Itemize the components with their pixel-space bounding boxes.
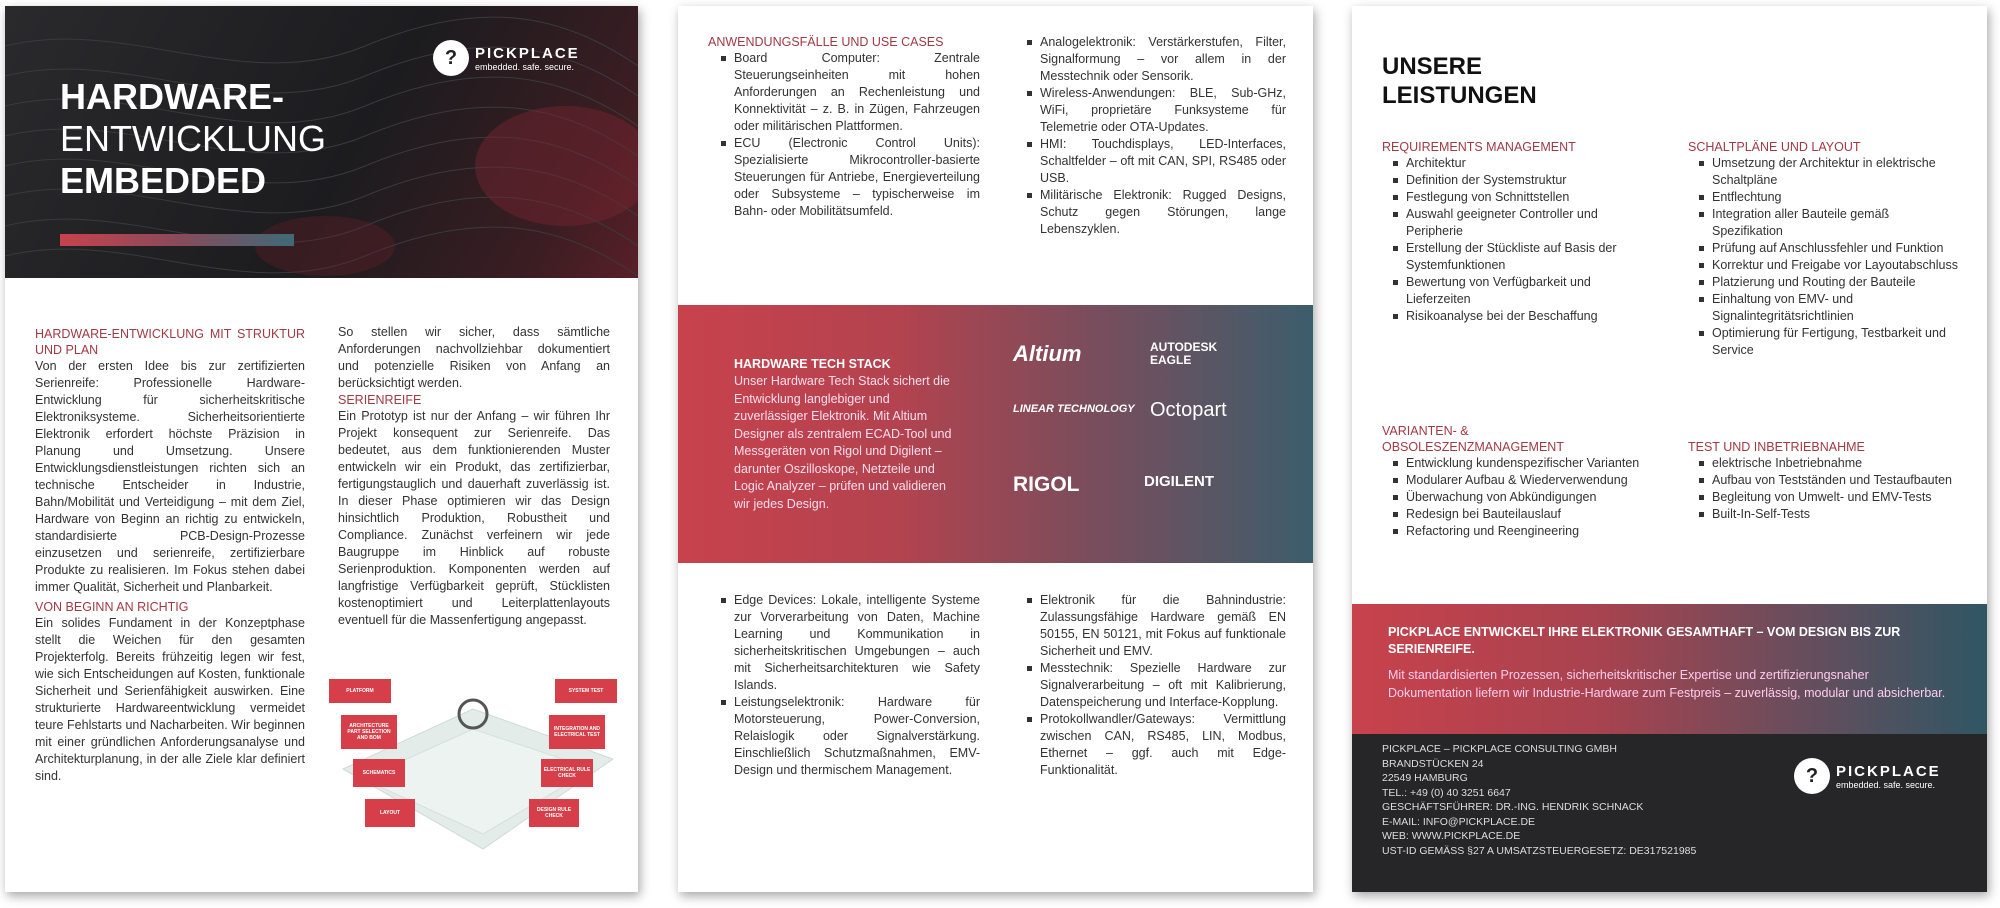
list-item: Festlegung von Schnittstellen xyxy=(1390,189,1652,206)
list-item: Definition der Systemstruktur xyxy=(1390,172,1652,189)
diagram-box: PLATFORM xyxy=(329,679,391,703)
logo-tagline: embedded. safe. secure. xyxy=(1836,779,1936,790)
page1-column-1 xyxy=(35,326,305,785)
cta-text: Mit standardisierten Prozessen, sicherheitskritischer Expertise und zertifizierungsnaher Dokumentation liefern wir Industrie-Hardware zum Festpreis – zuverlässig, modular und absicherbar. xyxy=(1388,668,1946,700)
footer-line: BRANDSTÜCKEN 24 xyxy=(1382,757,1484,770)
diagram-box: DESIGN RULE CHECK xyxy=(529,799,579,827)
v-model-diagram xyxy=(323,669,623,857)
list-item: Modularer Aufbau & Wiederverwendung xyxy=(1390,472,1652,489)
diagram-box: LAYOUT xyxy=(365,799,415,827)
list-item: Auswahl geeigneter Controller und Peripherie xyxy=(1390,206,1652,240)
tech-stack-band xyxy=(678,305,1313,563)
list-item: Überwachung von Abkündigungen xyxy=(1390,489,1652,506)
list-item: Redesign bei Bauteilauslauf xyxy=(1390,506,1652,523)
title-line-3: EMBEDDED xyxy=(60,160,267,201)
footer-line: GESCHÄFTSFÜHRER: DR.-ING. HENDRIK SCHNACK xyxy=(1382,801,1644,813)
cta-banner xyxy=(1352,604,1987,734)
brochure-page-2 xyxy=(678,6,1313,892)
list-item: Optimierung für Fertigung, Testbarkeit und Service xyxy=(1696,325,1963,359)
diagram-box: ARCHITECTURE PART SELECTION AND BOM xyxy=(341,715,397,749)
list-item: Leistungselektronik: Hardware für Motorsteuerung, Power-Conversion, Relaislogik oder Signalverstärkung. Einschließlich Schutzmaßnahmen, EMV-Design und thermischem Management. xyxy=(718,694,980,779)
list-item: Built-In-Self-Tests xyxy=(1696,506,1963,523)
list-item: Wireless-Anwendungen: BLE, Sub-GHz, WiFi, proprietäre Funksysteme für Telemetrie oder OTA-Updates. xyxy=(1024,85,1286,136)
test-list xyxy=(1696,455,1963,523)
list-item: Refactoring und Reengineering xyxy=(1390,523,1652,540)
pickplace-logo xyxy=(433,40,580,76)
list-item: Einhaltung von EMV- und Signalintegritätsrichtlinien xyxy=(1696,291,1963,325)
use-case-list-3 xyxy=(718,592,980,779)
rigol-logo: RIGOL xyxy=(1013,473,1080,496)
octopart-logo: Octopart xyxy=(1150,399,1227,421)
altium-logo: Altium xyxy=(1013,341,1082,366)
diagram-box: SCHEMATICS xyxy=(353,759,405,787)
list-item: Analogelektronik: Verstärkerstufen, Filter, Signalformung – vor allem in der Messtechnik oder Sensorik. xyxy=(1024,34,1286,85)
tech-stack-text: Unser Hardware Tech Stack sichert die Entwicklung langlebiger und zuverlässiger Elektronik. Mit Altium Designer als zentralem ECAD-Tool und Messgeräten von Rigol und Digilent – darunter Oszilloskope, Netzteile und Logic Analyzer – prüfen und validieren wir jedes Design. xyxy=(734,374,952,511)
list-item: Bewertung von Verfügbarkeit und Lieferzeiten xyxy=(1390,274,1652,308)
section-heading: REQUIREMENTS MANAGEMENT xyxy=(1382,140,1576,154)
title-line-2: LEISTUNGEN xyxy=(1382,82,1537,109)
paragraph: Von der ersten Idee bis zur zertifizierten Serienreife: Professionelle Hardware-Entwicklung für sicherheitskritische Elektroniksysteme. Sicherheitsorientierte Elektronik erfordert höchste Präzision in Planung und Umsetzung. Unsere Entwicklungsdienstleistungen richten sich an technische Entscheider in Industrie, Bahn/Mobilität und Verteidigung – mit dem Ziel, Hardware von Beginn an richtig zu entwickeln, standardisierte PCB-Design-Prozesse einzusetzen und serienreife, zertifizierbare Produkte zu realisieren. Im Fokus stehen dabei immer Qualität, Sicherheit und Planbarkeit. xyxy=(35,359,305,594)
footer-line: 22549 HAMBURG xyxy=(1382,772,1468,784)
section-heading: ANWENDUNGSFÄLLE UND USE CASES xyxy=(708,35,944,49)
brochure-page-3 xyxy=(1352,6,1987,892)
schematics-list xyxy=(1696,155,1963,359)
list-item: Elektronik für die Bahnindustrie: Zulassungsfähige Hardware gemäß EN 50155, EN 50121, mit Fokus auf funktionale Sicherheit und EMV. xyxy=(1024,592,1286,660)
pickplace-logo-icon: ? xyxy=(433,40,469,76)
section-heading: TEST UND INBETRIEBNAHME xyxy=(1688,440,1865,454)
section-heading: SERIENREIFE xyxy=(338,393,422,407)
cta-heading: PICKPLACE ENTWICKELT IHRE ELEKTRONIK GESAMTHAFT – VOM DESIGN BIS ZUR SERIENREIFE. xyxy=(1388,625,1901,656)
list-item: Korrektur und Freigabe vor Layoutabschluss xyxy=(1696,257,1963,274)
footer-line: WEB: WWW.PICKPLACE.DE xyxy=(1382,830,1521,842)
paragraph: Ein Prototyp ist nur der Anfang – wir führen Ihr Projekt konsequent zur Serienreife. Das bedeutet, aus dem funktionierenden Muster entwickeln wir ein Produkt, das zertifizierbar, fertigungstauglich und dauerhaft zuverlässig ist. In dieser Phase optimieren wir das Design hinsichtlich Produktion, Robustheit und Compliance. Zunächst verfeinern wir jede Baugruppe im Hinblick auf robuste Serienproduktion. Komponenten werden auf langfristige Verfügbarkeit geprüft, Stücklisten kostenoptimiert und Leiterplattenlayouts eventuell für die Massenfertigung angepasst. xyxy=(338,409,610,627)
list-item: ECU (Electronic Control Units): Spezialisierte Mikrocontroller-basierte Steuerungen für Antriebe, Energieverteilung oder Subsysteme – typischerweise im Bahn- oder Mobilitätsumfeld. xyxy=(718,135,980,220)
section-heading: VON BEGINN AN RICHTIG xyxy=(35,600,189,614)
page1-column-2 xyxy=(338,324,610,629)
list-item: Board Computer: Zentrale Steuerungseinheiten mit hohen Anforderungen an Rechenleistung und Konnektivität – z. B. in Zügen, Fahrzeugen oder militärischen Plattformen. xyxy=(718,50,980,135)
hero-banner xyxy=(5,6,638,278)
requirements-section xyxy=(1382,139,1652,325)
page-title xyxy=(1382,52,1537,110)
section-heading: VARIANTEN- & OBSOLESZENZMANAGEMENT xyxy=(1382,424,1564,454)
list-item: Platzierung und Routing der Bauteile xyxy=(1696,274,1963,291)
diagram-box: INTEGRATION AND ELECTRICAL TEST xyxy=(549,715,605,749)
footer-line: UST-ID GEMÄSS §27 A UMSATZSTEUERGESETZ: DE317521985 xyxy=(1382,844,1697,857)
list-item: Protokollwandler/Gateways: Vermittlung zwischen CAN, RS485, LIN, Modbus, Ethernet – ggf. auch mit Edge-Funktionalität. xyxy=(1024,711,1286,779)
list-item: Messtechnik: Spezielle Hardware zur Signalverarbeitung – oft mit Kalibrierung, Datenspeicherung und Interface-Kopplung. xyxy=(1024,660,1286,711)
tech-stack-heading: HARDWARE TECH STACK xyxy=(734,357,891,371)
footer-line: PICKPLACE – PICKPLACE CONSULTING GMBH xyxy=(1382,743,1617,755)
list-item: Militärische Elektronik: Rugged Designs, Schutz gegen Störungen, lange Lebenszyklen. xyxy=(1024,187,1286,238)
list-item: Architektur xyxy=(1390,155,1652,172)
variants-section xyxy=(1382,423,1652,540)
pickplace-logo-icon: ? xyxy=(1794,758,1830,794)
list-item: Edge Devices: Lokale, intelligente Systeme zur Vorverarbeitung von Daten, Machine Learning und Kommunikation in sicherheitskritischen Umgebungen – auch mit Sicherheitsarchitekturen wie Safety Islands. xyxy=(718,592,980,694)
list-item: Prüfung auf Anschlussfehler und Funktion xyxy=(1696,240,1963,257)
title-line-1: UNSERE xyxy=(1382,53,1483,80)
use-case-list-4 xyxy=(1024,592,1286,779)
section-heading: SCHALTPLÄNE UND LAYOUT xyxy=(1688,140,1861,154)
page-title xyxy=(60,76,326,202)
pickplace-logo xyxy=(1794,758,1941,794)
logo-name: PICKPLACE xyxy=(1836,762,1941,780)
list-item: Begleitung von Umwelt- und EMV-Tests xyxy=(1696,489,1963,506)
logo-name: PICKPLACE xyxy=(475,44,580,62)
list-item: Erstellung der Stückliste auf Basis der Systemfunktionen xyxy=(1390,240,1652,274)
use-case-list-2 xyxy=(1024,34,1286,238)
logo-tagline: embedded. safe. secure. xyxy=(475,61,575,72)
test-section xyxy=(1688,439,1963,523)
footer xyxy=(1352,734,1987,892)
footer-line: TEL.: +49 (0) 40 3251 6647 xyxy=(1382,786,1511,799)
digilent-logo: DIGILENT xyxy=(1144,473,1214,490)
linear-technology-logo: LINEAR TECHNOLOGY xyxy=(1013,403,1135,415)
title-line-2: ENTWICKLUNG xyxy=(60,118,327,159)
schematics-section xyxy=(1688,139,1963,359)
list-item: HMI: Touchdisplays, LED-Interfaces, Schaltfelder – oft mit CAN, SPI, RS485 oder USB. xyxy=(1024,136,1286,187)
footer-line: E-MAIL: INFO@PICKPLACE.DE xyxy=(1382,815,1536,828)
list-item: Risikoanalyse bei der Beschaffung xyxy=(1390,308,1652,325)
diagram-box: ELECTRICAL RULE CHECK xyxy=(541,759,593,787)
list-item: Entflechtung xyxy=(1696,189,1963,206)
paragraph: So stellen wir sicher, dass sämtliche Anforderungen nachvollziehbar dokumentiert und potenzielle Risiken von Anfang an berücksichtigt werden. xyxy=(338,325,610,390)
title-line-1: HARDWARE- xyxy=(60,76,284,117)
footer-contact xyxy=(1382,742,1696,858)
gradient-accent-bar xyxy=(60,234,294,246)
requirements-list xyxy=(1390,155,1652,325)
brochure-page-1 xyxy=(5,6,638,892)
list-item: Aufbau von Testständen und Testaufbauten xyxy=(1696,472,1963,489)
paragraph: Ein solides Fundament in der Konzeptphase stellt die Weichen für den gesamten Projekterfolg. Bereits frühzeitig legen wir fest, wie sich Entscheidungen auf Kosten, funktionale Sicherheit und Serienfähigkeit auswirken. Eine strukturierte Hardwareentwicklung vermeidet teure Fehlstarts und Nacharbeiten. Wir beginnen mit einer gründlichen Anforderungsanalyse und Architekturplanung, in der alle Ziele klar definiert sind. xyxy=(35,616,305,783)
list-item: Umsetzung der Architektur in elektrische Schaltpläne xyxy=(1696,155,1963,189)
list-item: Entwicklung kundenspezifischer Varianten xyxy=(1390,455,1652,472)
list-item: elektrische Inbetriebnahme xyxy=(1696,455,1963,472)
variants-list xyxy=(1390,455,1652,540)
section-heading: HARDWARE-ENTWICKLUNG MIT STRUKTUR UND PLAN xyxy=(35,327,305,357)
autodesk-eagle-logo: AUTODESK EAGLE xyxy=(1150,340,1218,367)
use-case-list-1 xyxy=(718,50,980,220)
diagram-box: SYSTEM TEST xyxy=(555,679,617,703)
list-item: Integration aller Bauteile gemäß Spezifikation xyxy=(1696,206,1963,240)
